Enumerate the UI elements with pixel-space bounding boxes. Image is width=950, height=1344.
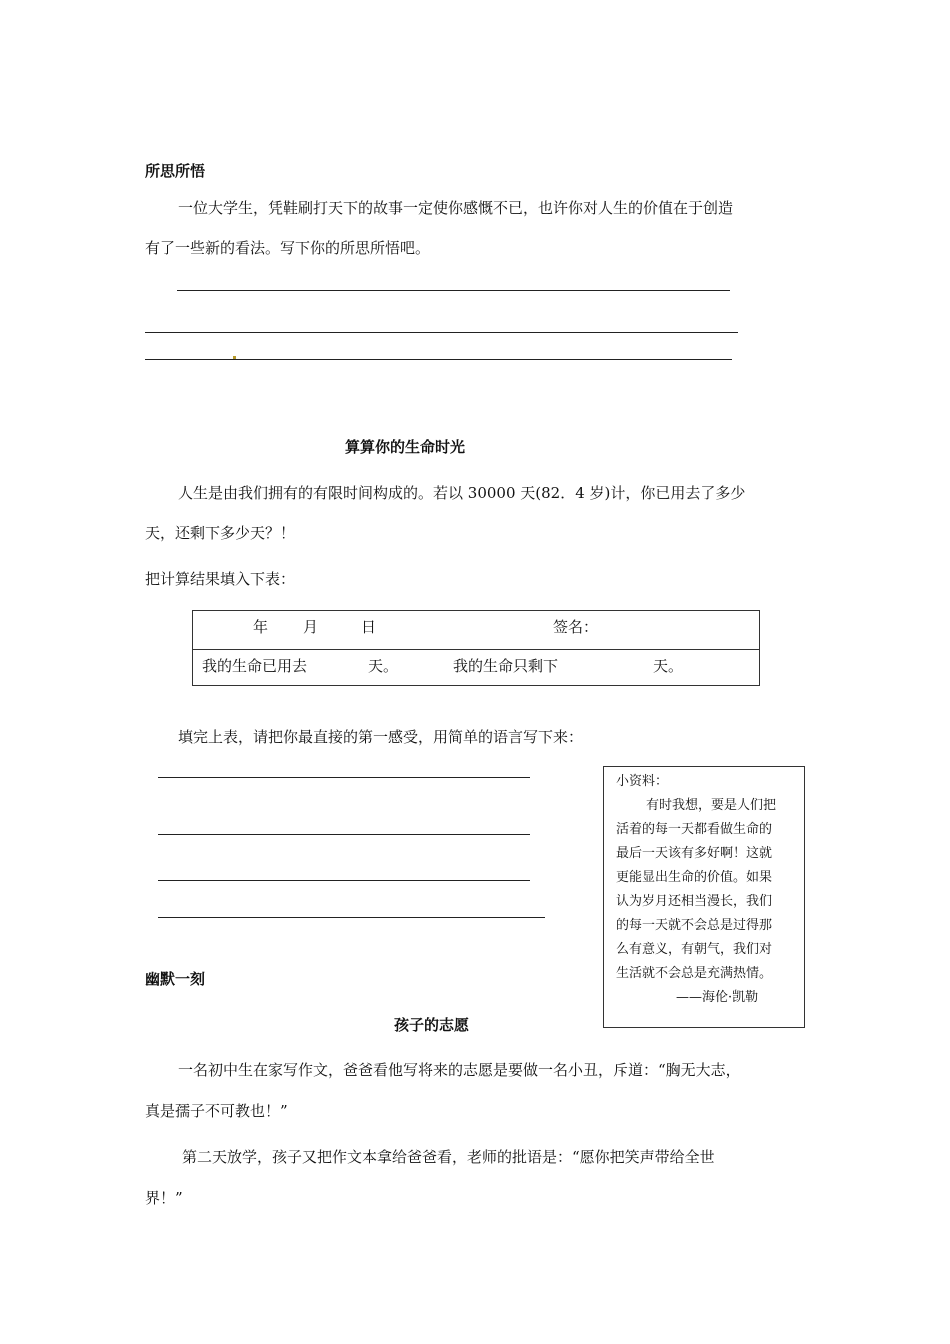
table-instruction: 把计算结果填入下表：	[145, 570, 296, 588]
story-paragraph-line: 界！”	[145, 1189, 183, 1207]
answer-line[interactable]	[145, 359, 732, 360]
info-sidebar-box	[603, 766, 805, 1028]
used-days-unit: 天。	[368, 657, 399, 675]
story-title: 孩子的志愿	[394, 1016, 470, 1034]
life-time-table	[192, 610, 760, 686]
answer-line[interactable]	[177, 290, 730, 291]
table-divider	[193, 649, 759, 650]
sidebar-line: 更能显出生命的价值。如果	[616, 870, 773, 885]
story-paragraph-line: 一名初中生在家写作文，爸爸看他写将来的志愿是要做一名小丑，斥道：“胸无大志，	[178, 1061, 741, 1079]
sidebar-line: 的每一天就不会总是过得那	[616, 918, 773, 933]
sidebar-line: 认为岁月还相当漫长，我们	[616, 894, 773, 909]
sidebar-attribution: ——海伦·凯勒	[676, 990, 759, 1005]
section-title-life-time: 算算你的生命时光	[345, 438, 466, 456]
feeling-prompt: 填完上表，请把你最直接的第一感受，用简单的语言写下来：	[178, 728, 584, 746]
sidebar-line: 有时我想，要是人们把	[646, 798, 777, 813]
sidebar-line: 活着的每一天都看做生命的	[616, 822, 773, 837]
reflection-paragraph-line: 有了一些新的看法。写下你的所思所悟吧。	[145, 239, 431, 257]
feeling-answer-line[interactable]	[158, 917, 545, 918]
stray-mark	[233, 356, 236, 359]
sidebar-line: 生活就不会总是充满热情。	[616, 966, 773, 981]
remaining-days-label: 我的生命只剩下	[453, 657, 559, 675]
signature-label: 签名：	[553, 618, 599, 636]
feeling-answer-line[interactable]	[158, 777, 530, 778]
used-days-label: 我的生命已用去	[202, 657, 308, 675]
story-paragraph-line: 真是孺子不可教也！”	[145, 1102, 288, 1120]
story-paragraph-line: 第二天放学，孩子又把作文本拿给爸爸看，老师的批语是：“愿你把笑声带给全世	[182, 1148, 715, 1166]
sidebar-line: 最后一天该有多好啊！这就	[616, 846, 773, 861]
feeling-answer-line[interactable]	[158, 834, 530, 835]
day-label: 日	[361, 618, 377, 636]
answer-line[interactable]	[145, 332, 738, 333]
sidebar-line: 么有意义，有朝气，我们对	[616, 942, 773, 957]
life-time-paragraph-line: 人生是由我们拥有的有限时间构成的。若以 30000 天(82．4 岁)计，你已用去了多少	[178, 484, 746, 502]
section-heading-humor: 幽默一刻	[145, 970, 206, 988]
sidebar-title: 小资料：	[616, 774, 669, 789]
section-heading-reflection: 所思所悟	[145, 162, 206, 180]
month-label: 月	[303, 618, 319, 636]
life-time-paragraph-line: 天，还剩下多少天？！	[145, 524, 296, 542]
reflection-paragraph-line: 一位大学生，凭鞋刷打天下的故事一定使你感慨不已，也许你对人生的价值在于创造	[178, 199, 734, 217]
year-label: 年	[253, 618, 269, 636]
remaining-days-unit: 天。	[653, 657, 684, 675]
feeling-answer-line[interactable]	[158, 880, 530, 881]
